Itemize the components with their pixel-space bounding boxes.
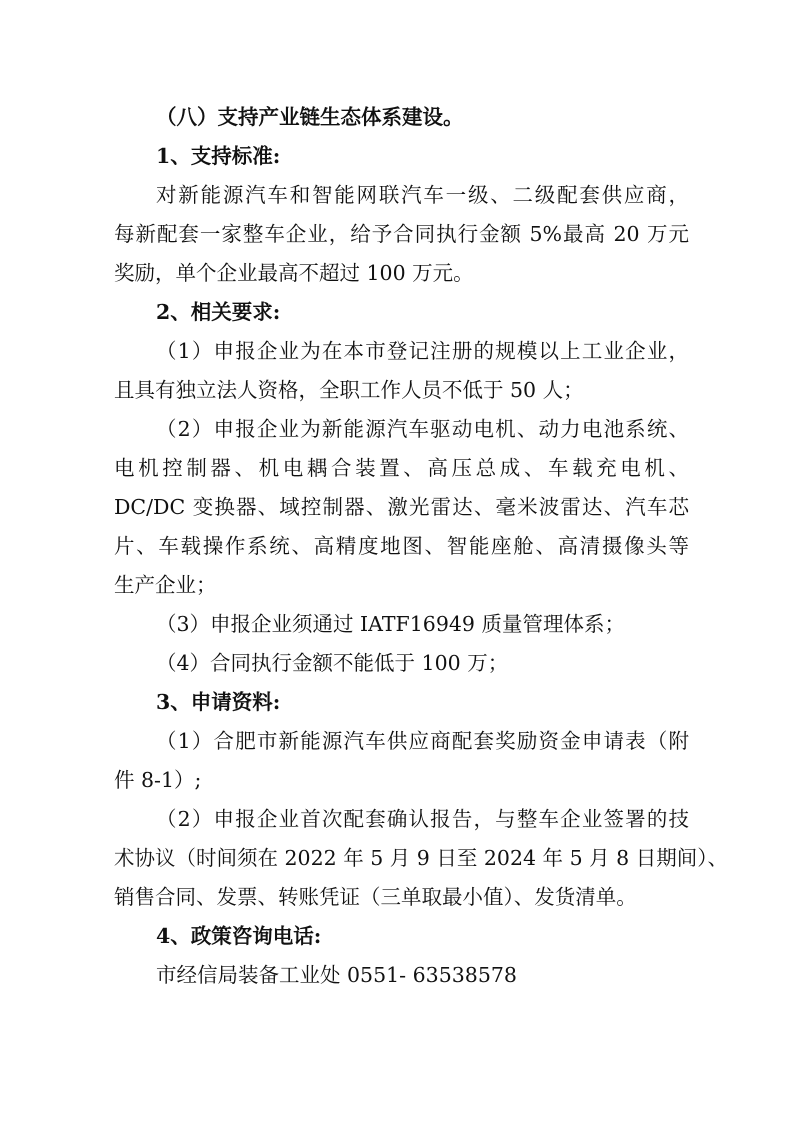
contact-phone-line: 市经信局装备工业处 0551- 63538578	[156, 963, 517, 987]
requirement-line-5: DC/DC 变换器、域控制器、激光雷达、毫米波雷达、汽车芯	[114, 495, 689, 519]
material-line-2: 件 8-1）;	[114, 768, 202, 792]
requirement-line-4: 电机控制器、机电耦合装置、高压总成、车载充电机、	[114, 456, 689, 480]
standard-line-2: 每新配套一家整车企业，给予合同执行金额 5%最高 20 万元	[114, 222, 689, 246]
standard-line-3: 奖励，单个企业最高不超过 100 万元。	[114, 261, 474, 285]
requirements-heading: 2、相关要求:	[156, 300, 281, 324]
material-line-5: 销售合同、发票、转账凭证（三单取最小值）、发货清单。	[114, 885, 637, 909]
materials-heading: 3、申请资料:	[156, 690, 281, 714]
document-body	[114, 98, 728, 995]
requirement-line-2: 且具有独立法人资格，全职工作人员不低于 50 人；	[114, 378, 584, 402]
requirement-line-9: （4）合同执行金额不能低于 100 万；	[156, 651, 509, 675]
section-title: （八）支持产业链生态体系建设。	[156, 105, 464, 129]
requirement-line-3: （2）申报企业为新能源汽车驱动电机、动力电池系统、	[156, 417, 689, 441]
requirement-line-8: （3）申报企业须通过 IATF16949 质量管理体系；	[156, 612, 625, 636]
contact-heading: 4、政策咨询电话:	[156, 924, 322, 948]
requirement-line-6: 片、车载操作系统、高精度地图、智能座舱、高清摄像头等	[114, 534, 689, 558]
requirement-line-1: （1）申报企业为在本市登记注册的规模以上工业企业，	[156, 339, 689, 363]
standard-line-1: 对新能源汽车和智能网联汽车一级、二级配套供应商，	[156, 183, 689, 207]
material-line-1: （1）合肥市新能源汽车供应商配套奖励资金申请表（附	[156, 729, 689, 753]
material-line-4: 术协议（时间须在 2022 年 5 月 9 日至 2024 年 5 月 8 日期间）、	[114, 846, 728, 870]
standard-heading: 1、支持标准:	[156, 144, 281, 168]
material-line-3: （2）申报企业首次配套确认报告，与整车企业签署的技	[156, 807, 689, 831]
requirement-line-7: 生产企业；	[114, 573, 217, 597]
